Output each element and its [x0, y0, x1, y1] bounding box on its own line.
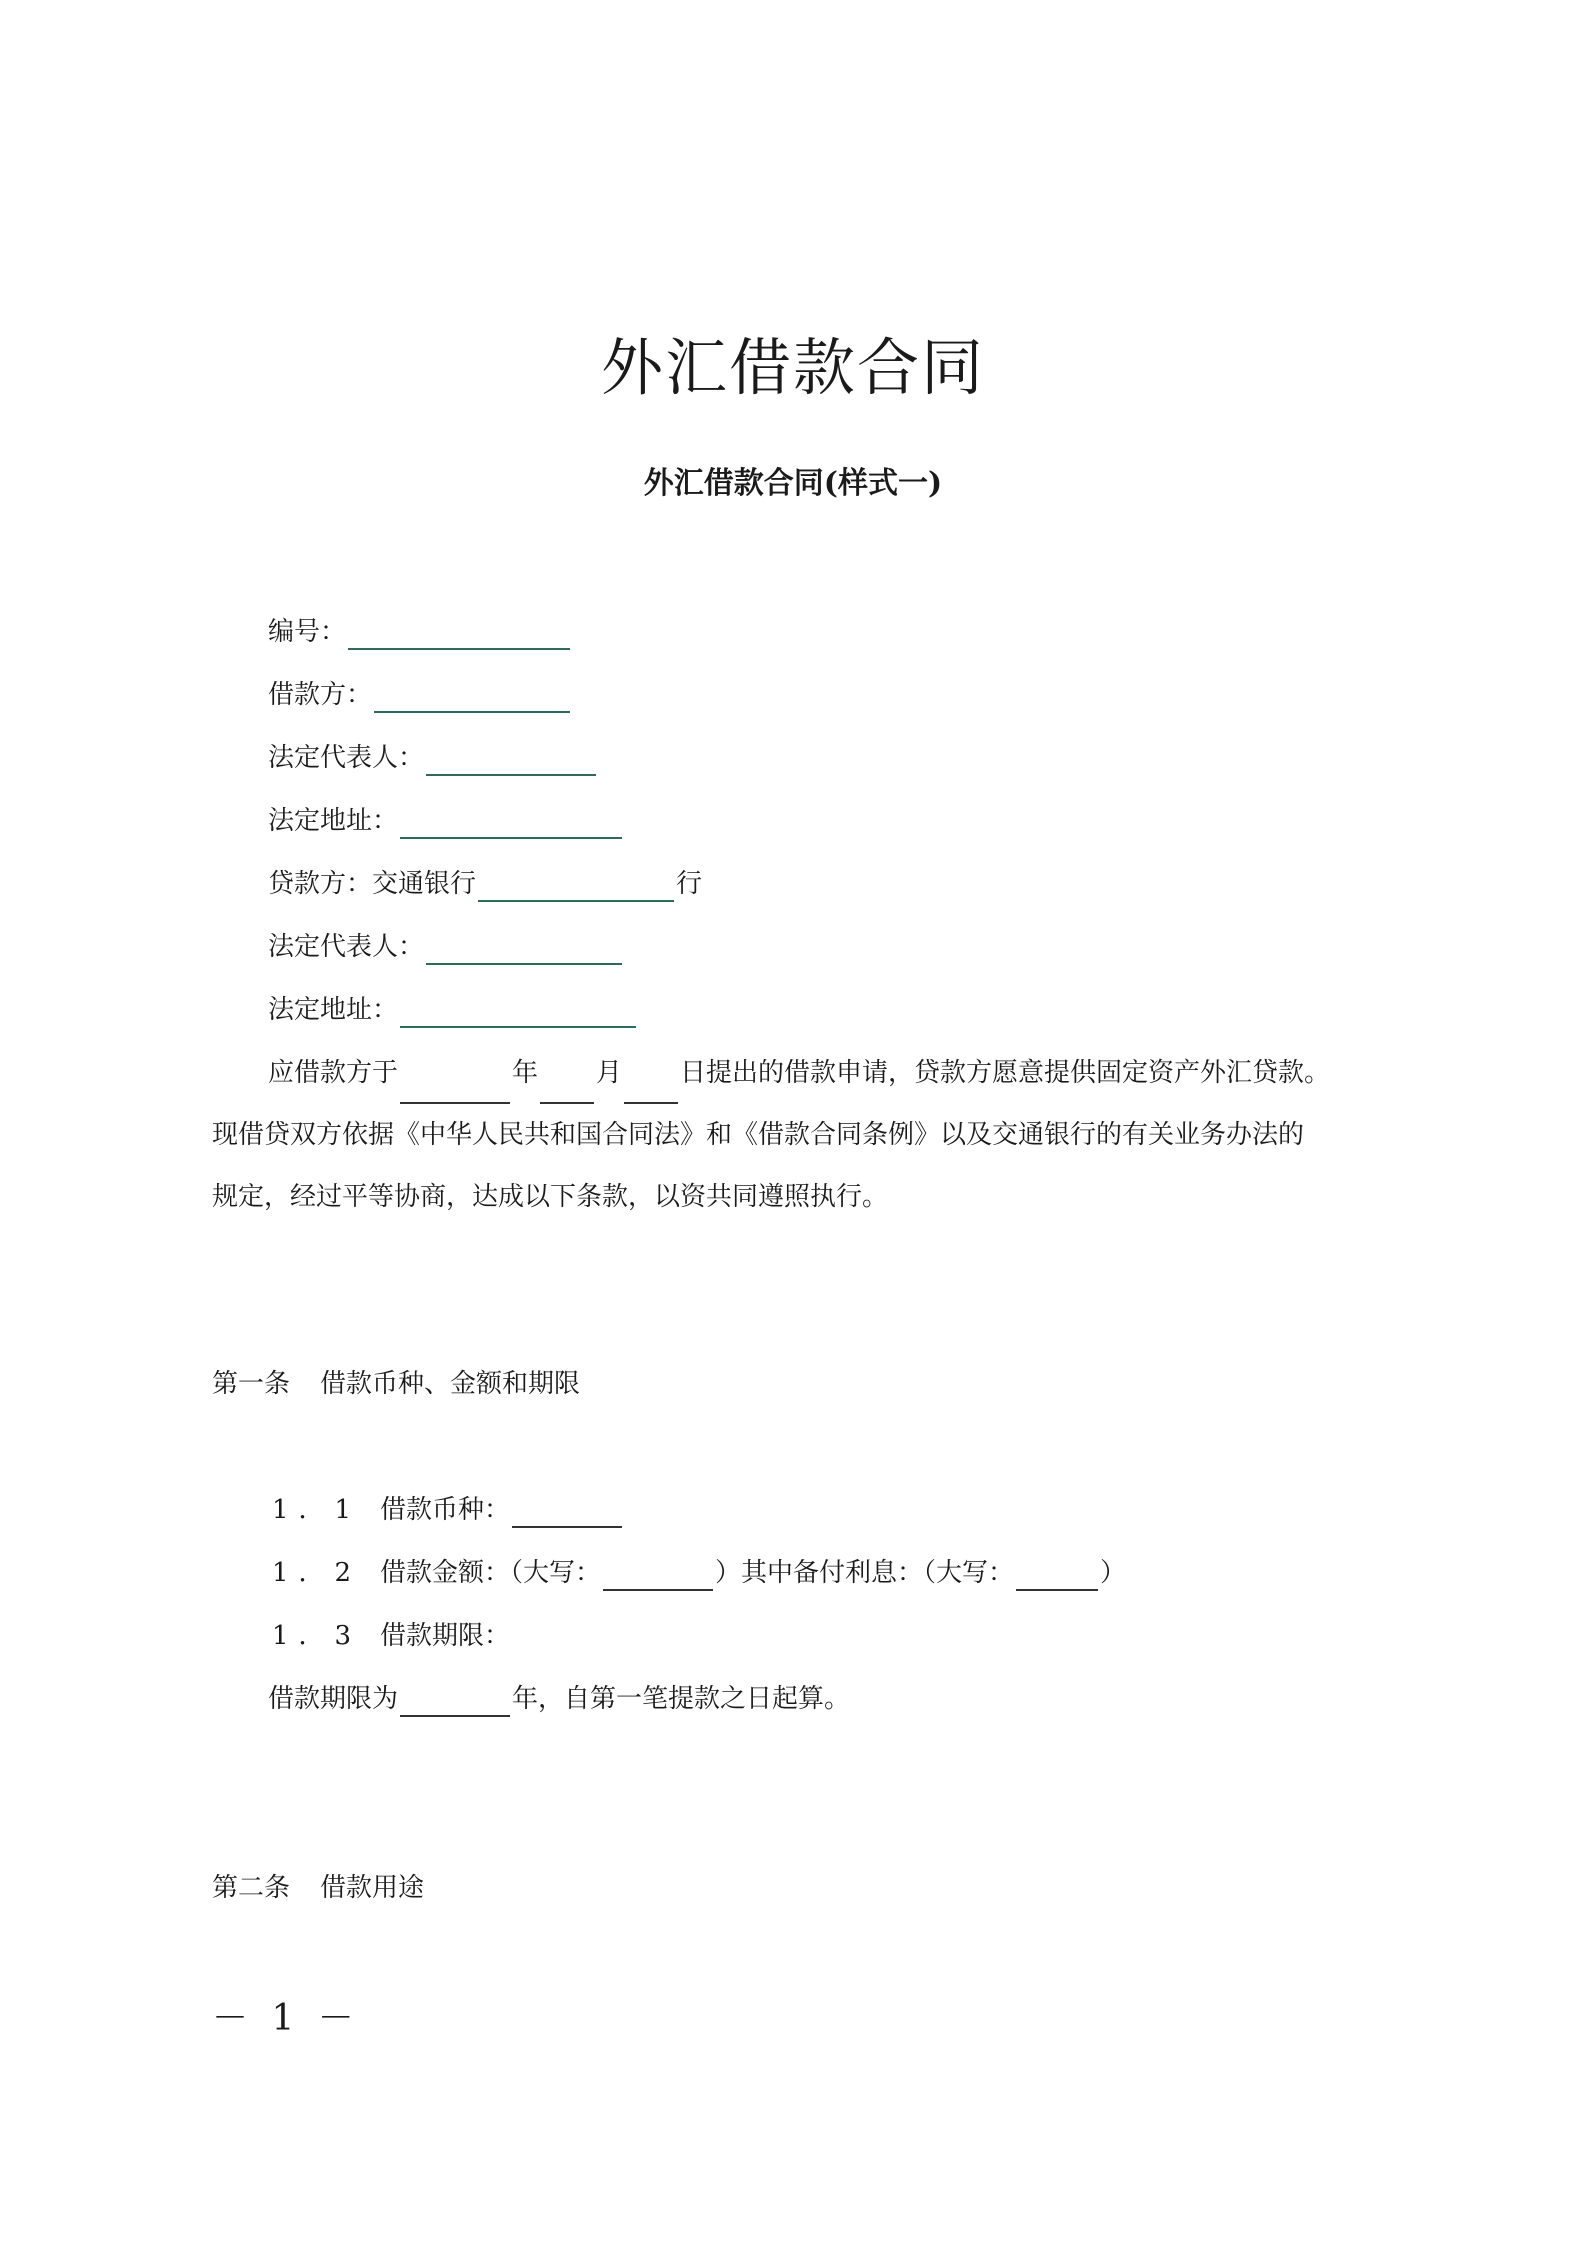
- application-year-blank[interactable]: [400, 1074, 510, 1104]
- lender-rep-blank[interactable]: [426, 935, 622, 965]
- lender-branch-blank[interactable]: [478, 872, 674, 902]
- lender-label: 贷款方：交通银行: [268, 869, 477, 899]
- borrower-rep-blank[interactable]: [426, 746, 596, 776]
- article-2-number: 第二条: [212, 1873, 291, 1903]
- page-number: － 1 －: [212, 1998, 360, 2039]
- item-1-2-label: 借款金额：（大写：: [380, 1558, 602, 1588]
- application-day-blank[interactable]: [624, 1074, 678, 1104]
- borrower-rep-field: [268, 740, 598, 776]
- borrower-address-blank[interactable]: [400, 809, 622, 839]
- intro-text-d: 日提出的借款申请，贷款方愿意提供固定资产外汇贷款。: [680, 1058, 1331, 1088]
- intro-text-a: 应借款方于: [268, 1058, 399, 1088]
- document-title: 外汇借款合同: [600, 331, 985, 404]
- intro-line-2: 现借贷双方依据《中华人民共和国合同法》和《借款合同条例》以及交通银行的有关业务办法的: [212, 1120, 1305, 1150]
- currency-blank[interactable]: [512, 1498, 622, 1528]
- lender-field: [268, 866, 702, 902]
- item-1-2-number: 1．2: [272, 1558, 362, 1588]
- item-1-2-close: ）: [1100, 1558, 1127, 1588]
- intro-text-month: 月: [596, 1058, 623, 1088]
- article-1-title: 借款币种、金额和期限: [320, 1369, 581, 1399]
- item-1-3: [272, 1618, 510, 1654]
- borrower-label: 借款方：: [268, 680, 373, 710]
- lender-address-field: [268, 992, 638, 1028]
- term-text-b: 年，自第一笔提款之日起算。: [512, 1684, 851, 1714]
- intro-line-3: 规定，经过平等协商，达成以下条款，以资共同遵照执行。: [212, 1182, 889, 1212]
- intro-text-year: 年: [512, 1058, 539, 1088]
- borrower-field: [268, 677, 572, 713]
- item-1-2-interest-label: ）其中备付利息：（大写：: [715, 1558, 1015, 1588]
- number-field: [268, 614, 572, 650]
- article-1-number: 第一条: [212, 1369, 291, 1399]
- borrower-blank[interactable]: [374, 683, 570, 713]
- borrower-rep-label: 法定代表人：: [268, 743, 425, 773]
- lender-rep-field: [268, 929, 624, 965]
- article-2-heading: [212, 1870, 424, 1906]
- amount-blank[interactable]: [603, 1561, 713, 1591]
- intro-line-1: [212, 1042, 1392, 1104]
- borrower-address-field: [268, 803, 624, 839]
- term-line: [268, 1681, 850, 1717]
- lender-address-blank[interactable]: [400, 998, 636, 1028]
- item-1-1-label: 借款币种：: [380, 1495, 511, 1525]
- item-1-3-number: 1．3: [272, 1621, 362, 1651]
- application-month-blank[interactable]: [540, 1074, 594, 1104]
- article-2-title: 借款用途: [320, 1873, 425, 1903]
- number-blank[interactable]: [348, 620, 570, 650]
- item-1-1: [272, 1492, 624, 1528]
- document-subtitle: 外汇借款合同(样式一): [643, 466, 943, 501]
- lender-suffix: 行: [676, 869, 703, 899]
- item-1-2: [272, 1555, 1126, 1591]
- interest-blank[interactable]: [1016, 1561, 1098, 1591]
- term-text-a: 借款期限为: [268, 1684, 399, 1714]
- number-label: 编号：: [268, 617, 347, 647]
- lender-rep-label: 法定代表人：: [268, 932, 425, 962]
- term-years-blank[interactable]: [400, 1687, 510, 1717]
- intro-paragraph: [212, 1042, 1392, 1228]
- borrower-address-label: 法定地址：: [268, 806, 399, 836]
- item-1-1-number: 1．1: [272, 1495, 362, 1525]
- item-1-3-label: 借款期限：: [380, 1621, 511, 1651]
- article-1-heading: [212, 1366, 580, 1402]
- lender-address-label: 法定地址：: [268, 995, 399, 1025]
